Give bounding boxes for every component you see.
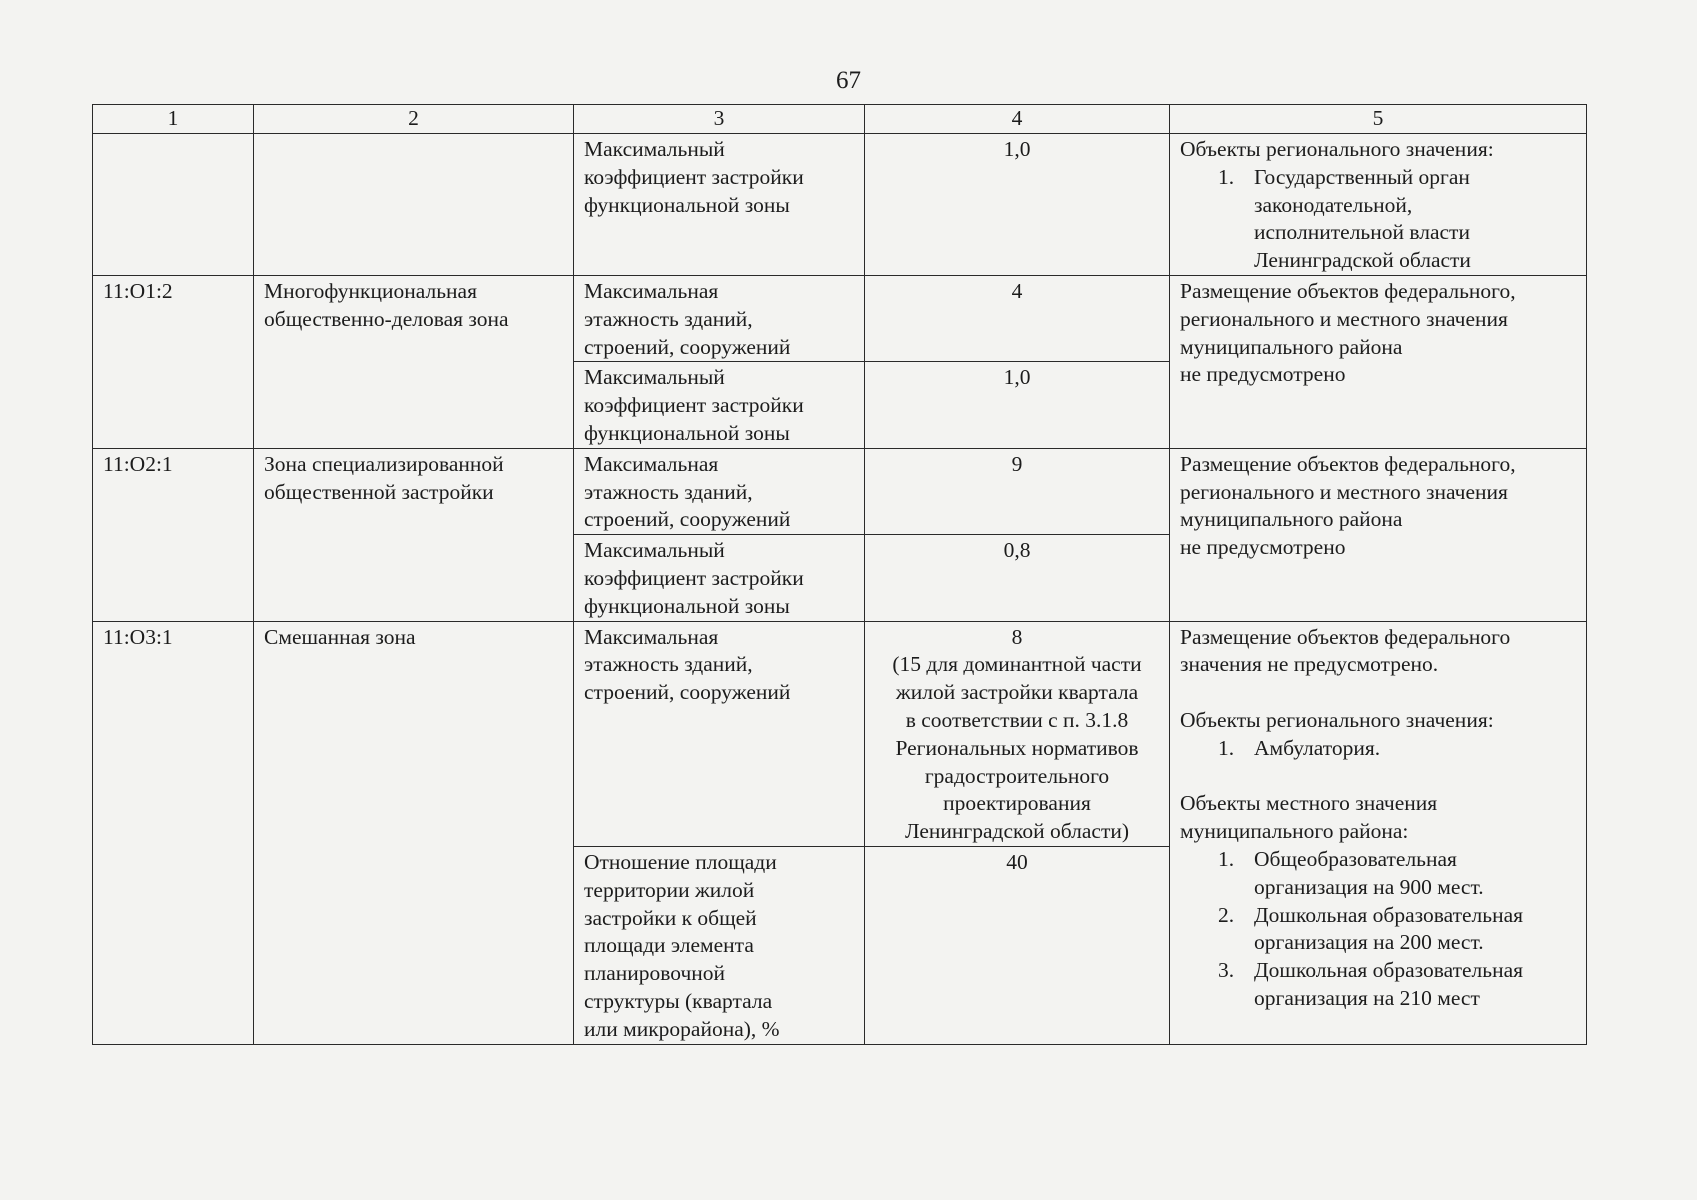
text-line: законодательной, [1254, 192, 1413, 217]
objects-cell [1170, 275, 1587, 448]
zone-code-cell: 11:О3:1 [93, 621, 254, 1044]
text-line: Общеобразовательная [1254, 846, 1457, 871]
table-header-row [93, 105, 1587, 134]
list-marker: 1. [1218, 735, 1235, 760]
objects-list [1180, 846, 1576, 1013]
table-row [93, 134, 1587, 276]
zone-name-cell [254, 275, 574, 448]
text-line: муниципального района [1180, 507, 1403, 532]
zone-code-cell [93, 134, 254, 276]
text-line: Объекты регионального значения: [1180, 707, 1494, 732]
objects-list [1180, 164, 1576, 275]
paragraph-gap [1180, 763, 1576, 791]
text-line: организация на 210 мест [1254, 985, 1480, 1010]
text-line: организация на 200 мест. [1254, 930, 1484, 955]
value-cell: 40 [865, 846, 1170, 1044]
text-line: Отношение площади [584, 849, 777, 874]
list-item [1180, 846, 1576, 902]
page-number: 67 [836, 67, 861, 94]
text-line: строений, сооружений [584, 507, 791, 532]
parameter-cell [574, 535, 865, 621]
text-line: 8 [1011, 624, 1023, 649]
text-line: не предусмотрено [1180, 535, 1346, 560]
text-line: коэффициент застройки [584, 164, 804, 189]
text-line: Максимальная [584, 451, 719, 476]
text-line: площади элемента [584, 933, 754, 958]
text-line: муниципального района [1180, 334, 1403, 359]
list-marker: 1. [1218, 846, 1235, 871]
header-cell: 2 [254, 105, 574, 134]
objects-cell [1170, 134, 1587, 276]
text-line: функциональной зоны [584, 420, 790, 445]
text-line: функциональной зоны [584, 593, 790, 618]
text-line: структуры (квартала [584, 988, 773, 1013]
text-line: регионального и местного значения [1180, 479, 1508, 504]
text-line: коэффициент застройки [584, 393, 804, 418]
text-line: Государственный орган [1254, 164, 1470, 189]
text-line: Дошкольная образовательная [1254, 902, 1524, 927]
text-line: Максимальный [584, 365, 725, 390]
text-line: значения не предусмотрено. [1180, 652, 1439, 677]
text-line: организация на 900 мест. [1254, 874, 1484, 899]
list-item [1180, 735, 1576, 763]
list-item [1180, 164, 1576, 275]
text-line: Зона специализированной [264, 451, 504, 476]
text-line: в соответствии с п. 3.1.8 [905, 707, 1129, 732]
text-line: Максимальная [584, 278, 719, 303]
text-line: Ленинградской области) [904, 819, 1130, 844]
text-line: этажность зданий, [584, 306, 753, 331]
header-cell: 5 [1170, 105, 1587, 134]
text-line: (15 для доминантной части [892, 652, 1142, 677]
text-line: строений, сооружений [584, 334, 791, 359]
value-cell [865, 621, 1170, 846]
list-marker: 3. [1218, 958, 1235, 983]
text-line: не предусмотрено [1180, 362, 1346, 387]
parameter-cell [574, 448, 865, 534]
objects-cell [1170, 448, 1587, 621]
parameter-cell [574, 362, 865, 448]
value-cell: 1,0 [865, 362, 1170, 448]
text-line: или микрорайона), % [584, 1016, 780, 1041]
text-line: коэффициент застройки [584, 565, 804, 590]
value-cell: 0,8 [865, 535, 1170, 621]
text-line: Дошкольная образовательная [1254, 958, 1524, 983]
parameter-cell [574, 846, 865, 1044]
parameter-cell [574, 275, 865, 361]
zone-code-cell: 11:О1:2 [93, 275, 254, 448]
text-line: Максимальный [584, 137, 725, 161]
zone-name-cell [254, 448, 574, 621]
text-line: функциональной зоны [584, 192, 790, 217]
text-line: муниципального района: [1180, 819, 1409, 844]
value-cell: 4 [865, 275, 1170, 361]
text-line: Максимальный [584, 538, 725, 563]
text-line: Смешанная зона [264, 624, 416, 649]
text-line: градостроительного [924, 763, 1110, 788]
header-cell: 4 [865, 105, 1170, 134]
text-line: общественно-деловая зона [264, 306, 509, 331]
text-line: Объекты регионального значения: [1180, 137, 1494, 161]
table-row [93, 275, 1587, 361]
list-marker: 2. [1218, 902, 1235, 927]
table-row [93, 448, 1587, 534]
paragraph-gap [1180, 679, 1576, 707]
value-cell: 9 [865, 448, 1170, 534]
zone-name-cell [254, 621, 574, 1044]
text-line: Амбулатория. [1254, 735, 1381, 760]
text-line: жилой застройки квартала [895, 680, 1139, 705]
list-marker: 1. [1218, 164, 1235, 189]
list-item [1180, 957, 1576, 1013]
parameter-cell [574, 621, 865, 846]
header-cell: 3 [574, 105, 865, 134]
text-line: территории жилой [584, 877, 755, 902]
text-line: застройки к общей [584, 905, 757, 930]
text-line: этажность зданий, [584, 652, 753, 677]
zone-name-cell [254, 134, 574, 276]
table-row [93, 621, 1587, 846]
text-line: Многофункциональная [264, 278, 477, 303]
text-line: Региональных нормативов [895, 735, 1139, 760]
text-line: Размещение объектов федерального [1180, 624, 1511, 649]
text-line: регионального и местного значения [1180, 306, 1508, 331]
text-line: проектирования [943, 791, 1091, 816]
text-line: общественной застройки [264, 479, 494, 504]
zones-table [92, 104, 1587, 1045]
text-line: Объекты местного значения [1180, 791, 1438, 816]
text-line: Размещение объектов федерального, [1180, 278, 1516, 303]
objects-list [1180, 735, 1576, 763]
zone-code-cell: 11:О2:1 [93, 448, 254, 621]
text-line: исполнительной власти [1254, 220, 1470, 245]
list-item [1180, 902, 1576, 958]
text-line: Ленинградской области [1254, 248, 1471, 273]
value-cell: 1,0 [865, 134, 1170, 276]
text-line: Максимальная [584, 624, 719, 649]
text-line: этажность зданий, [584, 479, 753, 504]
text-line: строений, сооружений [584, 680, 791, 705]
text-line: планировочной [584, 961, 726, 986]
parameter-cell [574, 134, 865, 276]
header-cell: 1 [93, 105, 254, 134]
text-line: Размещение объектов федерального, [1180, 451, 1516, 476]
objects-cell [1170, 621, 1587, 1044]
